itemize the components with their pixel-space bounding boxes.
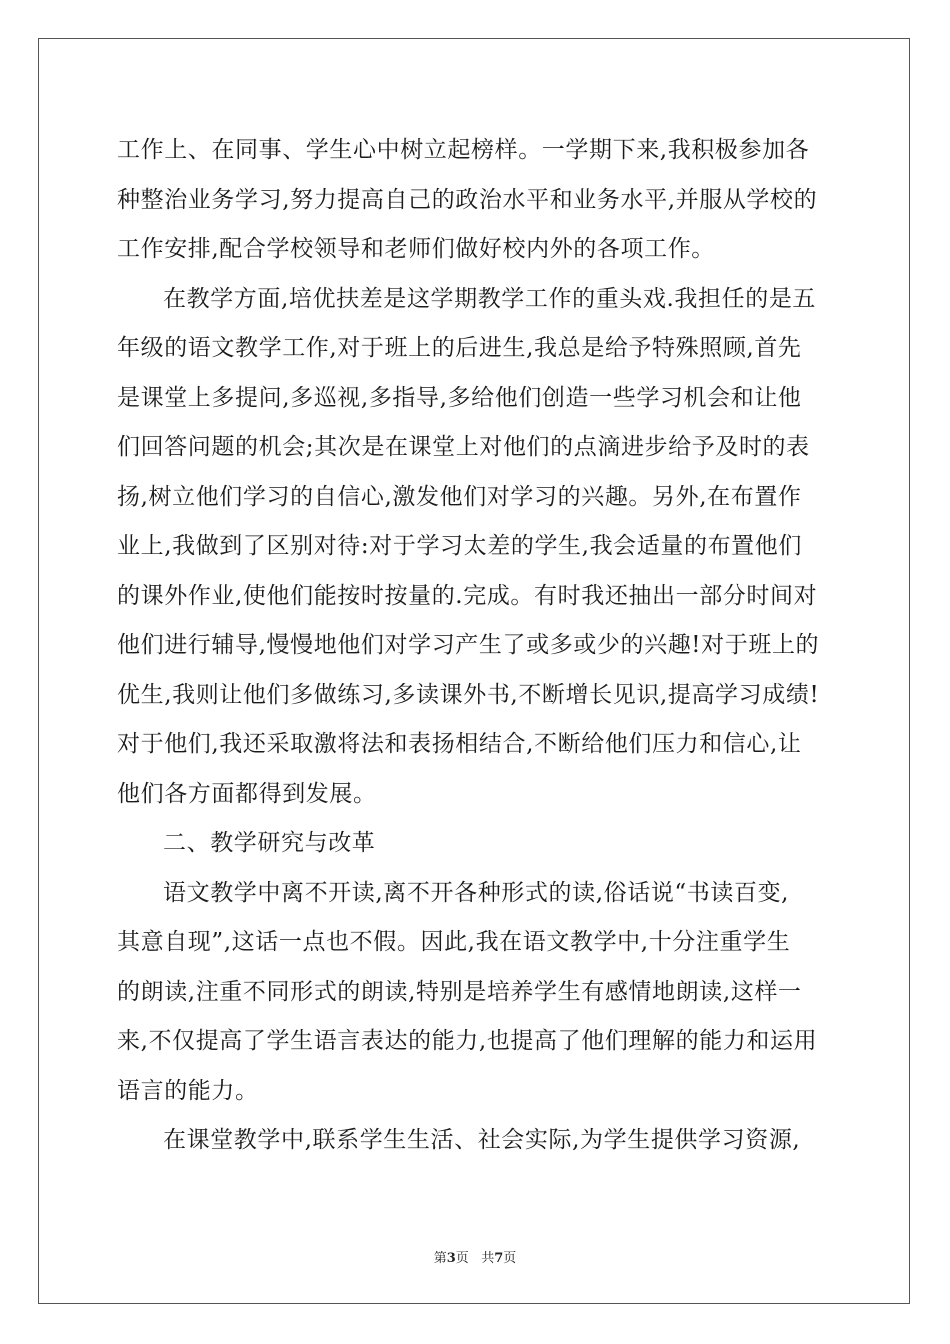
document-body <box>117 126 837 1166</box>
text-line: 扬,树立他们学习的自信心,激发他们对学习的兴趣。另外,在布置作 <box>117 483 802 510</box>
page-prefix: 第 <box>433 1251 447 1266</box>
text-line: 优生,我则让他们多做练习,多读课外书,不断增长见识,提高学习成绩! <box>117 681 820 708</box>
text-line: 语言的能力。 <box>117 1077 259 1104</box>
text-line: 工作安排,配合学校领导和老师们做好校内外的各项工作。 <box>117 236 715 262</box>
paragraph-start-line: 在课堂教学中,联系学生生活、社会实际,为学生提供学习资源, <box>163 1127 801 1153</box>
text-line: 对于他们,我还采取激将法和表扬相结合,不断给他们压力和信心,让 <box>117 731 802 757</box>
total-pages: 7 <box>494 1251 504 1266</box>
paragraph-start-line: 语文教学中离不开读,离不开各种形式的读,俗话说“书读百变, <box>163 879 790 906</box>
section-heading: 二、教学研究与改革 <box>163 830 376 856</box>
text-line: 工作上、在同事、学生心中树立起榜样。一学期下来,我积极参加各 <box>117 137 810 163</box>
page-suffix: 页 <box>455 1251 469 1266</box>
text-line: 他们各方面都得到发展。 <box>117 780 377 807</box>
text-line: 们回答问题的机会;其次是在课堂上对他们的点滴进步给予及时的表 <box>117 434 810 460</box>
text-line: 他们进行辅导,慢慢地他们对学习产生了或多或少的兴趣!对于班上的 <box>117 632 820 658</box>
paragraph-start-line: 在教学方面,培优扶差是这学期教学工作的重头戏.我担任的是五 <box>163 285 817 312</box>
text-line: 年级的语文教学工作,对于班上的后进生,我总是给予特殊照顾,首先 <box>117 335 802 361</box>
total-prefix: 共 <box>481 1251 495 1266</box>
text-line: 种整治业务学习,努力提高自己的政治水平和业务水平,并服从学校的 <box>117 186 818 213</box>
page-footer <box>0 1247 950 1266</box>
text-line: 来,不仅提高了学生语言表达的能力,也提高了他们理解的能力和运用 <box>117 1028 818 1054</box>
page-number: 3 <box>446 1251 456 1266</box>
text-line: 是课堂上多提问,多巡视,多指导,多给他们创造一些学习机会和让他 <box>117 384 802 411</box>
text-line: 的课外作业,使他们能按时按量的.完成。有时我还抽出一部分时间对 <box>117 582 818 609</box>
total-suffix: 页 <box>503 1251 517 1266</box>
text-line: 业上,我做到了区别对待:对于学习太差的学生,我会适量的布置他们 <box>117 533 802 559</box>
text-line: 的朗读,注重不同形式的朗读,特别是培养学生有感情地朗读,这样一 <box>117 978 802 1005</box>
text-line: 其意自现”,这话一点也不假。因此,我在语文教学中,十分注重学生 <box>117 929 791 955</box>
